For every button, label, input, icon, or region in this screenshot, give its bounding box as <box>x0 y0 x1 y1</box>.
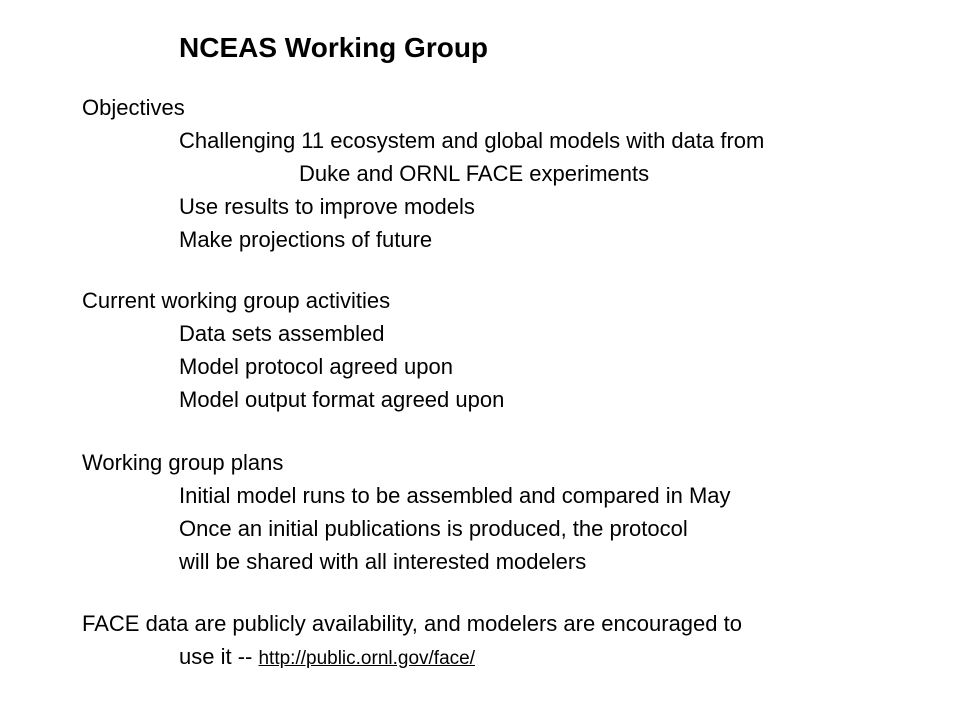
face-line-1: FACE data are publicly availability, and modelers are encouraged to <box>82 611 742 636</box>
objectives-item-2: Use results to improve models <box>179 194 475 219</box>
current-heading: Current working group activities <box>82 288 391 313</box>
face-data-link[interactable]: http://public.ornl.gov/face/ <box>258 648 475 669</box>
plans-item-2-line-2: will be shared with all interested modelers <box>179 549 587 574</box>
current-item-1: Data sets assembled <box>179 321 385 346</box>
objectives-item-1-line-1: Challenging 11 ecosystem and global models with data from <box>179 128 765 153</box>
objectives-heading: Objectives <box>82 95 185 120</box>
plans-heading: Working group plans <box>82 450 284 475</box>
objectives-item-1-line-2: Duke and ORNL FACE experiments <box>299 161 650 186</box>
slide-title: NCEAS Working Group <box>179 32 489 63</box>
current-item-2: Model protocol agreed upon <box>179 354 453 379</box>
face-line-2 <box>179 644 475 672</box>
face-line-2-prefix: use it -- <box>179 644 259 669</box>
plans-item-1: Initial model runs to be assembled and compared in May <box>179 483 731 508</box>
objectives-item-3: Make projections of future <box>179 227 433 252</box>
plans-item-2-line-1: Once an initial publications is produced, the protocol <box>179 516 688 541</box>
current-item-3: Model output format agreed upon <box>179 387 505 412</box>
